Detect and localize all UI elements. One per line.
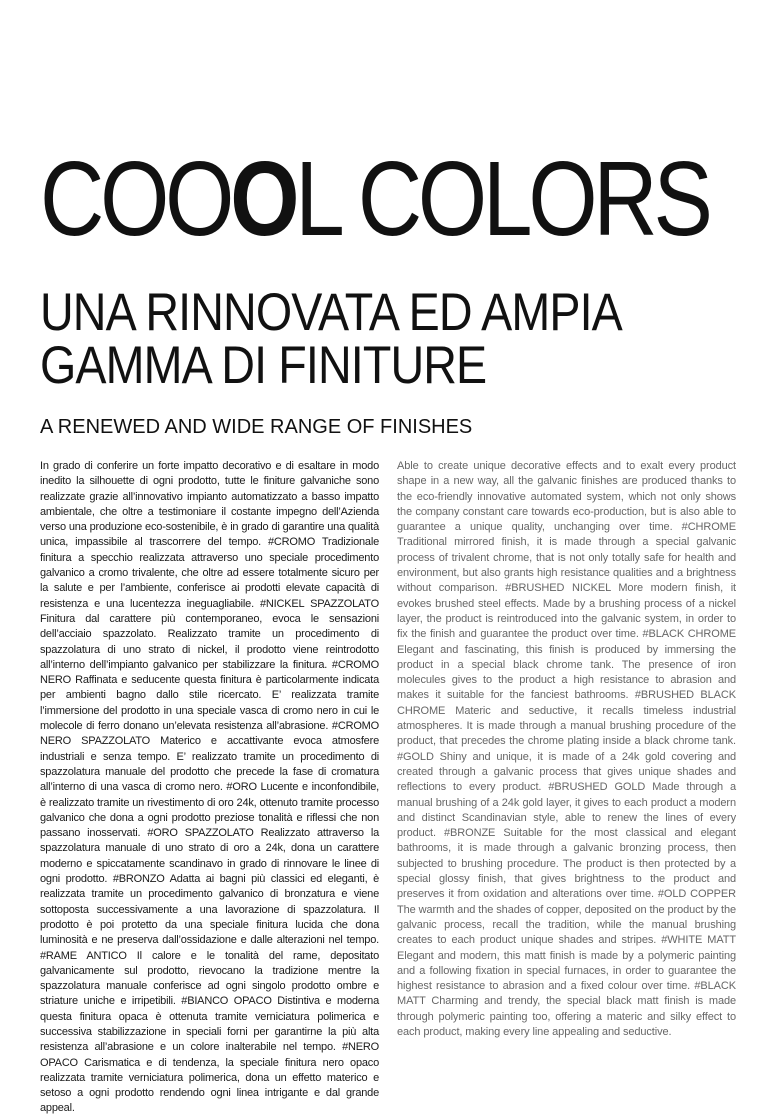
page-title xyxy=(40,140,709,258)
english-body-text: Able to create unique decorative effects and to exalt every product shape in a new way, all the galvanic finishes are produced thanks to the eco-friendly innovative automated system, which not only shows the company constant care towards eco-production, but is also able to guarantee a unique quality, unchanging over time. #CHROME Traditional mirrored finish, it is made through a special galvanic process of trivalent chrome, that is not only totally safe for health and environment, but also grants high resistance qualities and a brightness without comparison. #BRUSHED NICKEL More modern finish, it evokes brushed steel effects. Made by a brushing process of a nickel layer, the product is reintroduced into the galvanic system, in order to fix the finish and guarantee the product over time. #BLACK CHROME Elegant and fascinating, this finish is produced by immersing the product in a special black chrome tank. The presence of iron molecules gives to the product a high resistance to abrasion and makes it suitable for the fanciest bathrooms. #BRUSHED BLACK CHROME Materic and seductive, it recalls timeless industrial atmospheres. It is made through a manual brushing procedure of the product, that precedes the chrome plating inside a black chrome tank. #GOLD Shiny and unique, it is made of a 24k gold covering and created through a galvanic process that gives unique shades and reflections to every product. #BRUSHED GOLD Made through a manual brushing of a 24k gold layer, it gives to each product a modern and distinct Scandinavian style, able to renew the lines of every product. #BRONZE Suitable for the most classical and elegant bathrooms, it is made through a galvanic bronzing process, then subjected to brushing procedure. The product is then protected by a special glossy finish, that gives brightness to the product and preserves it from oxidation and alterations over time. #OLD COPPER The warmth and the shades of copper, deposited on the product by the galvanic process, recall the tradition, while the manual brushing creates to each product unique shades and stripes. #WHITE MATT Elegant and modern, this matt finish is made by a polymeric painting and a following fixation in special furnaces, in order to guarantee the highest resistance to abrasion and a fixed colour over time. #BLACK MATT Charming and trendy, the special black matt finish is made through polymeric painting too, offering a materic and silky effect to each product, making every line appealing and seductive. xyxy=(397,460,736,1038)
english-subtitle: A RENEWED AND WIDE RANGE OF FINISHES xyxy=(40,416,473,438)
italian-subtitle-line-2: GAMMA DI FINITURE xyxy=(40,336,487,395)
italian-subtitle xyxy=(40,283,622,395)
italian-subtitle-line-1: UNA RINNOVATA ED AMPIA xyxy=(40,283,622,342)
italian-body-text: In grado di conferire un forte impatto decorativo e di esaltare in modo inedito la silhouette di ogni prodotto, tutte le finiture galvaniche sono realizzate grazie all’innovativo impianto automatizzato a basso impatto ambientale, che oltre a testimoniare il costante impegno dell’Azienda verso una produzione eco-sostenibile, è in grado di garantire una qualità unica, impassibile al trascorrere del tempo. #CROMO Tradizionale finitura a specchio realizzata attraverso uno speciale procedimento galvanico a cromo trivalente, che oltre ad essere totalmente sicuro per la salute e per l’ambiente, conferisce ai prodotti elevate capacità di resistenza e una lucentezza ineguagliabile. #NICKEL SPAZZOLATO Finitura dal carattere più contemporaneo, evoca le sensazioni dell’acciaio spazzolato. Realizzato tramite un procedimento di spazzolatura di uno strato di nickel, il prodotto viene reintrodotto all’interno dell’impianto galvanico per stabilizzare la finitura. #CROMO NERO Raffinata e seducente questa finitura è particolarmente indicata per ambienti bagno dallo stile ricercato. E’ realizzata tramite l’immersione del prodotto in una speciale vasca di cromo nero in cui le molecole di ferro donano un’elevata resistenza all’abrasione. #CROMO NERO SPAZZOLATO Materico e accattivante evoca atmosfere industriali e senza tempo. E’ realizzato tramite un procedimento di spazzolatura manuale del prodotto che precede la fase di cromatura all’interno di una vasca di cromo nero. #ORO Lucente e inconfondibile, è realizzato tramite un rivestimento di oro 24k, ottenuto tramite processo galvanico che dona a ogni prodotto preziose tonalità e riflessi che non passano inosservati. #ORO SPAZZOLATO Realizzato attraverso la spazzolatura manuale di uno strato di oro a 24k, dona un carattere moderno e spiccatamente scandinavo in grado di rinnovare le linee di ogni prodotto. #BRONZO Adatta ai bagni più classici ed eleganti, è realizzata tramite un procedimento galvanico di bronzatura e viene sottoposta successivamente a una lavorazione di spazzolatura. Il prodotto è poi protetto da una speciale finitura lucida che dona luminosità e ne preserva dall’ossidazione e dalle alterazioni nel tempo. #RAME ANTICO Il calore e le tonalità del rame, depositato galvanicamente sul prodotto, rievocano la tradizione mentre la spazzolatura manuale conferisce ad ogni singolo prodotto ombre e striature uniche e irripetibili. #BIANCO OPACO Distintiva e moderna questa finitura opaca è ottenuta tramite verniciatura polimerica e successiva stabilizzazione in speciali forni per garantirne la più alta resistenza all’abrasione e un colore inalterabile nel tempo. #NERO OPACO Carismatica e di tendenza, la speciale finitura nero opaco realizzata tramite verniciatura polimerica, dona un effetto materico e setoso a ogni prodotto rendendo ogni linea intrigante e dal grande appeal. xyxy=(40,460,379,1115)
title-part-3: L COLORS xyxy=(295,140,709,258)
title-bold-o: O xyxy=(230,140,296,258)
title-part-1: COO xyxy=(40,140,231,258)
